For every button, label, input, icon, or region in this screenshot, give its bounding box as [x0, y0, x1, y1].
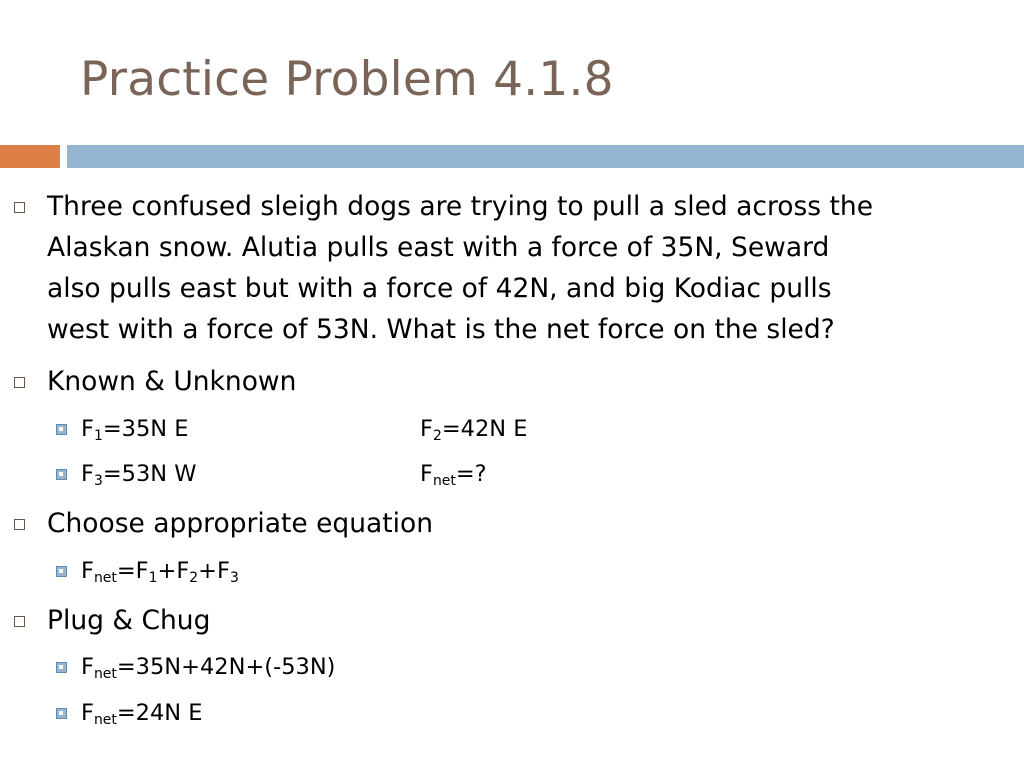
bullet-box-icon	[14, 202, 25, 213]
bullet-box-icon	[14, 377, 25, 388]
unknown-fnet: $F_{net}=$?	[420, 461, 487, 489]
equation-heading: Choose appropriate equation	[47, 508, 434, 539]
sub-bullet-icon	[56, 708, 67, 719]
sub-bullet-icon	[56, 469, 67, 480]
plug-step: $F_{net}=35N+42N+(-53N)$	[81, 654, 336, 682]
sub-bullet-icon	[56, 566, 67, 577]
problem-line: Alaskan snow. Alutia pulls east with a force of 35N, Seward	[47, 232, 830, 263]
known-f3: $F_3=53N$ W	[81, 461, 197, 489]
bullet-box-icon	[14, 616, 25, 627]
problem-line: Three confused sleigh dogs are trying to pull a sled across the	[47, 191, 874, 222]
equation-formula: $F_{net}=F_1+F_2+F_3$	[81, 558, 239, 586]
problem-line: west with a force of 53N. What is the net force on the sled?	[47, 314, 835, 345]
sub-bullet-icon	[56, 662, 67, 673]
known-unknown-heading: Known & Unknown	[47, 366, 297, 397]
known-f1: $F_1=35N$ E	[81, 416, 189, 444]
plug-result: $F_{net}=24N$ E	[81, 700, 203, 728]
plug-chug-heading: Plug & Chug	[47, 605, 211, 636]
sub-bullet-icon	[56, 424, 67, 435]
known-f2: $F_2=42N$ E	[420, 416, 528, 444]
problem-line: also pulls east but with a force of 42N, and big Kodiac pulls	[47, 273, 832, 304]
slide-title: Practice Problem 4.1.8	[80, 52, 614, 107]
bullet-box-icon	[14, 519, 25, 530]
